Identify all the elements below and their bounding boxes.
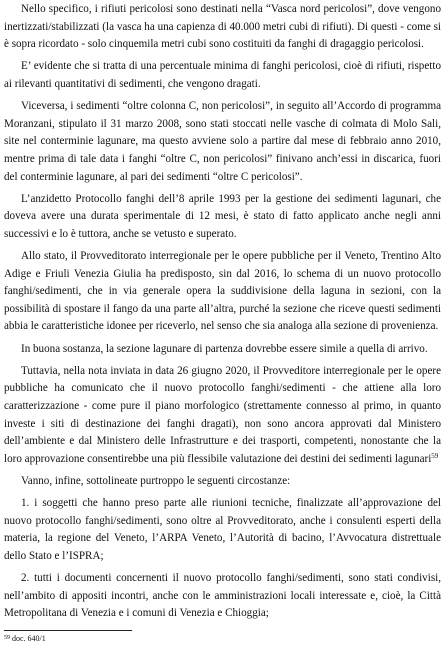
paragraph-7 <box>4 363 441 469</box>
paragraph-3: Viceversa, i sedimenti “oltre colonna C, non pericolosi”, in seguito all’Accordo di programma Moranzani, stipulato il 31 marzo 2008, sono stati stoccati nelle vasche di colmata di Molo Sali, site nel conterminie lagunare, ma questo avviene solo a partire dal mese di febbraio anno 2010, mentre prima di tale data i fanghi “oltre C, non pericolosi” finivano anch’essi in discarica, fuori del conterminie lagunare, al pari dei sedimenti “oltre C pericolosi”. <box>4 100 441 183</box>
paragraph-4: L’anzidetto Protocollo fanghi dell’8 aprile 1993 per la gestione dei sedimenti lagunari, che doveva avere una durata sperimentale di 12 mesi, è stato di fatto applicato anche negli anni successivi e lo è tuttora, anche se vetusto e superato. <box>4 192 441 240</box>
footnote-number: 59 <box>4 635 10 641</box>
footnote-ref-59[interactable]: 59 <box>431 451 439 460</box>
paragraph-1: Nello specifico, i rifiuti pericolosi sono destinati nella “Vasca nord pericolosi”, dove vengono inertizzati/stabilizzati (la vasca ha una capienza di 40.000 metri cubi di rifiuti). Di questi - come si è sopra ricordato - solo cinquemila metri cubi sono costituiti da fanghi di dragaggio pericolosi. <box>4 3 441 51</box>
footnote-divider <box>4 630 132 631</box>
paragraph-7-text: Tuttavia, nella nota inviata in data 26 giugno 2020, il Provveditore interregionale per le opere pubbliche ha comunicato che il nuovo protocollo fanghi/sedimenti - che attiene alla loro caratterizzazione - come pure il piano morfologico (strettamente connesso al primo, in quanto investe i siti di destinazione dei fanghi dragati), non sono ancora approvati dal Ministero dell’ambiente e dal Ministero delle Infrastrutture e dei trasporti, competenti, nonostante che la loro approvazione consentirebbe una più flessibile valutazione dei destini dei sedimenti lagunari <box>4 364 441 465</box>
paragraph-6: In buona sostanza, la sezione lagunare di partenza dovrebbe essere simile a quella di arrivo. <box>21 342 428 355</box>
footnote-text: doc. 640/1 <box>10 634 46 643</box>
footnote <box>4 634 46 644</box>
list-item-2: 2. tutti i documenti concernenti il nuovo protocollo fanghi/sedimenti, sono stati condivisi, nell’ambito di appositi incontri, anche con le amministrazioni locali interessate e, cioè, la Città Metropolitana di Venezia e i comuni di Venezia e Chioggia; <box>4 572 441 620</box>
paragraph-2: E’ evidente che si tratta di una percentuale minima di fanghi pericolosi, cioè di rifiuti, rispetto ai rilevanti quantitativi di sedimenti, che vengono dragati. <box>4 60 441 90</box>
list-item-1: 1. i soggetti che hanno preso parte alle riunioni tecniche, finalizzate all’approvazione del nuovo protocollo fanghi/sedimenti, sono oltre al Provveditorato, anche i consulenti esperti della materia, la regione del Veneto, l’ARPA Veneto, l’Autorità di bacino, l’Avvocatura distrettuale dello Stato e l’ISPRA; <box>4 497 441 562</box>
paragraph-8: Vanno, infine, sottolineate purtroppo le seguenti circostanze: <box>21 475 291 487</box>
paragraph-5: Allo stato, il Provveditorato interregionale per le opere pubbliche per il Veneto, Trentino Alto Adige e Friuli Venezia Giulia ha predisposto, sin dal 2016, lo schema di un nuovo protocollo fanghi/sedimenti, che in via generale opera la suddivisione della laguna in sezioni, con la possibilità di spostare il fango da una parte all’altra, purché la sezione che riceve questi sedimenti abbia le caratteristiche idonee per riceverlo, nel senso che sia analoga alla sezione di provenienza. <box>4 250 441 333</box>
document-body <box>4 1 441 628</box>
